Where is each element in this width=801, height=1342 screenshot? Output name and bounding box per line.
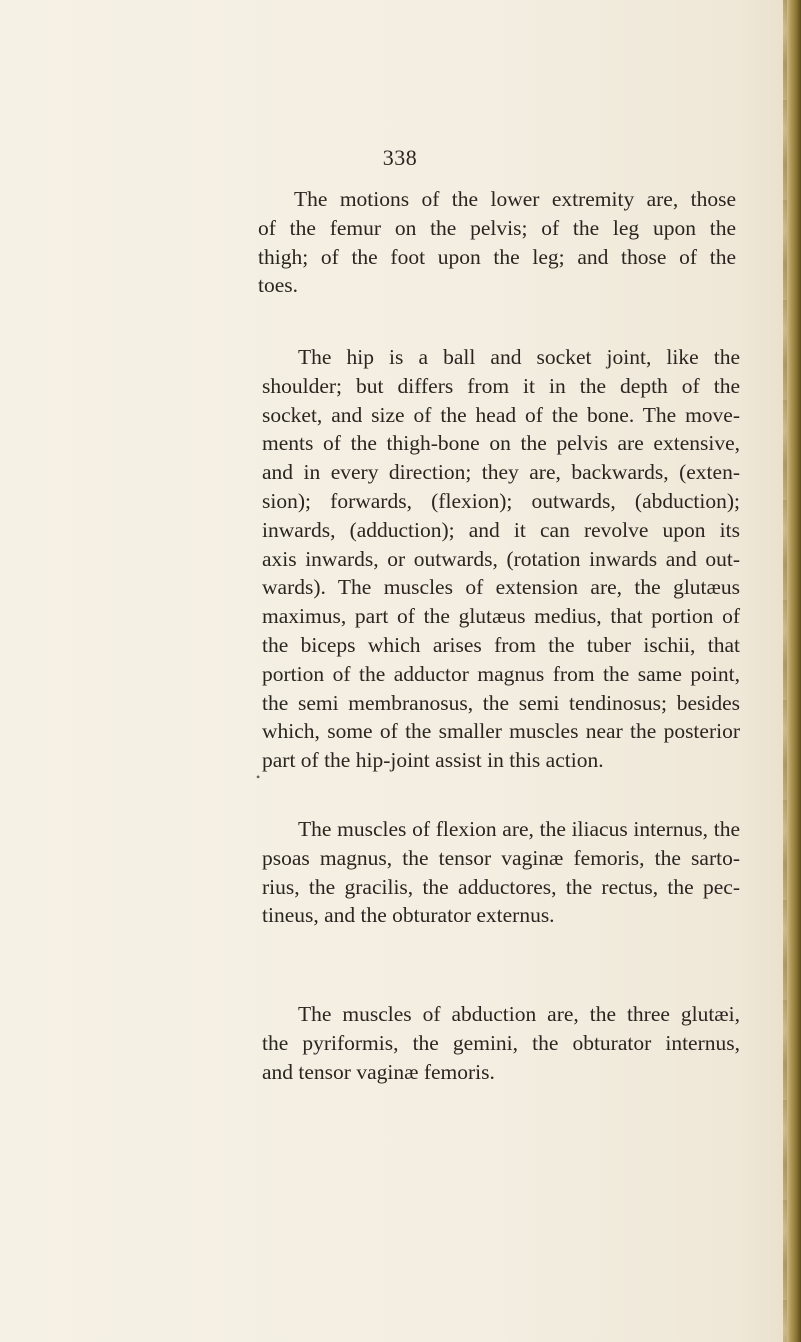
- text-line: and tensor vaginæ femoris.: [262, 1059, 495, 1084]
- text-line: The hip is a ball and socket joint, like the: [298, 345, 740, 369]
- text-line: wards). The muscles of extension are, the glutæus: [262, 575, 740, 600]
- paragraph-lower-extremity-motions: [258, 185, 736, 300]
- text-line: part of the hip-joint assist in this action.: [262, 748, 604, 773]
- text-line: tineus, and the obturator externus.: [262, 903, 555, 928]
- text-line: toes.: [258, 273, 299, 298]
- text-line: The muscles of abduction are, the three glutæi,: [298, 1002, 740, 1026]
- paragraph-hip-joint: [262, 343, 740, 775]
- page-number: 338: [382, 145, 418, 170]
- text-line: rius, the gracilis, the adductores, the rectus, the pec-: [262, 874, 740, 899]
- text-line: The motions of the lower extremity are, those: [294, 187, 736, 211]
- text-line: which, some of the smaller muscles near the posterior: [262, 719, 740, 744]
- text-line: shoulder; but differs from it in the depth of the: [262, 373, 740, 398]
- text-line: socket, and size of the head of the bone. The move-: [262, 402, 740, 427]
- text-line: the semi membranosus, the semi tendinosus; besides: [262, 690, 740, 715]
- paragraph-abduction-muscles: [262, 1000, 740, 1086]
- page-edge-stripe: [783, 0, 787, 1342]
- paragraph-flexion-muscles: [262, 815, 740, 930]
- text-line: ments of the thigh-bone on the pelvis are extensive,: [262, 431, 740, 456]
- text-line: the pyriformis, the gemini, the obturator internus,: [262, 1030, 740, 1055]
- text-line: axis inwards, or outwards, (rotation inwards and out-: [262, 546, 740, 571]
- text-line: thigh; of the foot upon the leg; and those of the: [258, 244, 736, 269]
- text-line: sion); forwards, (flexion); outwards, (abduction);: [262, 488, 740, 513]
- text-line: The muscles of flexion are, the iliacus internus, the: [298, 817, 740, 841]
- text-line: inwards, (adduction); and it can revolve upon its: [262, 517, 740, 542]
- text-line: portion of the adductor magnus from the same point,: [262, 661, 740, 686]
- text-line: of the femur on the pelvis; of the leg upon the: [258, 215, 736, 240]
- text-line: the biceps which arises from the tuber ischii, that: [262, 632, 740, 657]
- stray-mark: •: [256, 770, 261, 784]
- text-line: maximus, part of the glutæus medius, that portion of: [262, 604, 740, 629]
- text-line: and in every direction; they are, backwards, (exten-: [262, 460, 740, 485]
- text-line: psoas magnus, the tensor vaginæ femoris, the sarto-: [262, 845, 740, 870]
